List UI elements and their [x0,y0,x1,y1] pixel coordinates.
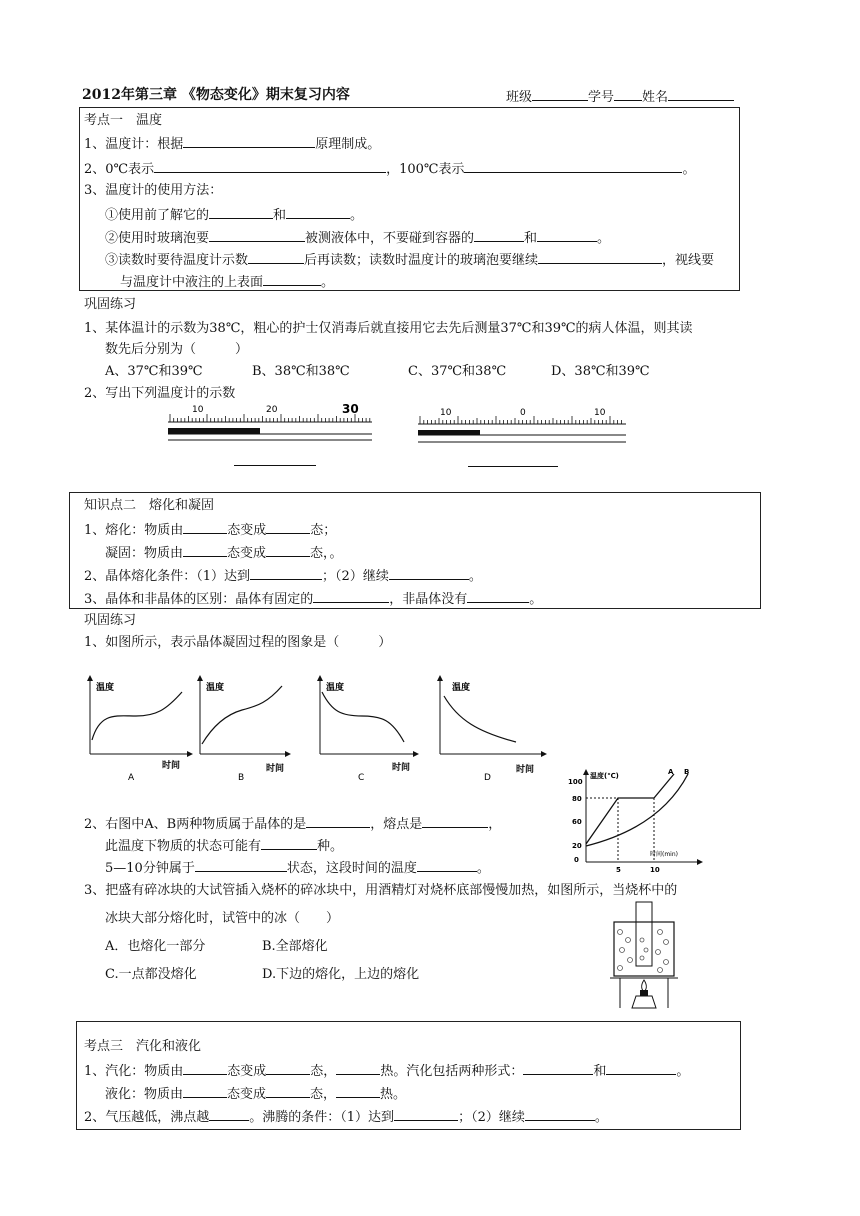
svg-text:温度: 温度 [96,683,115,693]
svg-text:时间: 时间 [266,764,285,774]
s3-line-2: 液化：物质由 态变成 态， 热。 [105,1084,406,1104]
blank[interactable] [209,228,305,242]
p1-q1-option-a[interactable]: A、37℃和39℃ [105,364,203,379]
p2-q3-option-b[interactable]: B.全部熔化 [262,939,328,954]
blank[interactable] [336,1084,380,1098]
blank[interactable] [474,228,524,242]
thermometer-2-diagram [414,404,630,448]
blank[interactable] [537,228,597,242]
blank[interactable] [261,836,317,850]
blank[interactable] [263,272,321,286]
svg-text:温度(℃): 温度(℃) [590,772,619,780]
blank[interactable] [467,589,529,603]
s2-line-4: 3、晶体和非晶体的区别：晶体有固定的 ，非晶体没有 。 [84,589,542,609]
s2-line-3: 2、晶体熔化条件：（1）达到 ；（2）继续 。 [84,566,482,586]
svg-text:80: 80 [572,795,582,803]
blank[interactable] [523,1061,593,1075]
student-info: 班级 学号 姓名 [506,86,734,105]
blank[interactable] [417,858,477,872]
graph-c [320,678,416,783]
svg-text:温度: 温度 [326,683,345,693]
svg-text:温度: 温度 [206,683,225,693]
s1-line-5: ②使用时玻璃泡要 被测液体中，不要碰到容器的 和 。 [105,228,610,248]
p2-q2-line-b: 此温度下物质的状态可能有 种。 [105,836,343,856]
blank[interactable] [183,520,227,534]
s1-line-6: ③读数时要待温度计示数 后再读数；读数时温度计的玻璃泡要继续 ，视线要 [105,250,714,270]
p1-q1-line-a: 1、某体温计的示数为38℃，粗心的护士仅消毒后就直接用它去先后测量37℃和39℃的病人体温，则其读 [84,321,693,336]
th2-label-0: 0 [520,408,526,418]
blank[interactable] [183,1061,227,1075]
blank[interactable] [336,1061,380,1075]
thermometer-1-diagram [164,400,376,448]
blank[interactable] [266,543,310,557]
p2-q3-line-b: 冰块大部分熔化时，试管中的冰（ ） [105,911,340,926]
th1-label-30: 30 [342,402,359,416]
blank[interactable] [306,814,370,828]
beaker-burner-icon [606,900,684,1012]
svg-text:时间: 时间 [162,761,181,771]
s1-line-1: 1、温度计：根据 原理制成。 [84,134,380,154]
s1-line-4: ①使用前了解它的 和 。 [105,205,363,225]
svg-text:A: A [668,768,674,776]
blank[interactable] [313,589,389,603]
svg-text:10: 10 [650,866,660,874]
graph-b-label: B [238,773,245,783]
p1-q1-option-c[interactable]: C、37℃和38℃ [408,364,507,379]
th2-answer-blank[interactable] [468,453,558,467]
blank[interactable] [209,1107,249,1121]
section-1-title: 考点一 温度 [84,113,163,128]
th2-label-10-right: 10 [594,408,606,418]
blank[interactable] [183,134,315,148]
graph-c-label: C [358,773,365,783]
name-blank[interactable] [668,87,734,101]
s1-line-3: 3、温度计的使用方法： [84,183,223,198]
blank[interactable] [266,1061,310,1075]
practice-1-title: 巩固练习 [84,297,137,312]
blank[interactable] [538,250,662,264]
p2-q2-line-a: 2、右图中A、B两种物质属于晶体的是 ，熔点是 ， [84,814,501,834]
svg-text:时间(min): 时间(min) [650,851,678,858]
s1-line-2: 2、0℃表示 ，100℃表示 。 [84,159,695,179]
blank[interactable] [464,159,682,173]
graph-d-label: D [484,773,491,783]
blank[interactable] [250,566,322,580]
p2-q1: 1、如图所示，表示晶体凝固过程的图象是（ ） [84,635,392,650]
blank[interactable] [525,1107,595,1121]
blank[interactable] [266,520,310,534]
blank[interactable] [389,566,469,580]
practice-2-title: 巩固练习 [84,613,137,628]
p2-q3-option-c[interactable]: C.一点都没熔化 [105,967,197,982]
melting-curve-graph [566,766,706,876]
section-3-title: 考点三 汽化和液化 [84,1039,202,1054]
blank[interactable] [209,205,273,219]
svg-text:B: B [684,768,690,776]
svg-text:时间: 时间 [516,765,535,775]
graph-a-label: A [128,773,135,783]
s3-line-1: 1、汽化：物质由 态变成 态， 热。汽化包括两种形式： 和 。 [84,1061,689,1081]
page-title: 2012年第三章 《物态变化》期末复习内容 [82,87,350,103]
svg-text:0: 0 [574,856,579,864]
th1-answer-blank[interactable] [234,452,316,466]
number-blank[interactable] [614,87,642,101]
s2-line-1: 1、熔化：物质由 态变成 态； [84,520,336,540]
graph-d [440,678,544,783]
graph-a [90,678,190,783]
svg-text:20: 20 [572,842,582,850]
svg-text:100: 100 [568,778,583,786]
blank[interactable] [266,1084,310,1098]
s2-line-2: 凝固：物质由 态变成 态，。 [105,543,343,563]
graph-b [200,678,288,783]
blank[interactable] [422,814,488,828]
p2-q3-line-a: 3、把盛有碎冰块的大试管插入烧杯的碎冰块中，用酒精灯对烧杯底部慢慢加热，如图所示，当烧杯中的 [84,883,678,898]
blank[interactable] [286,205,350,219]
blank[interactable] [248,250,304,264]
svg-text:60: 60 [572,818,582,826]
th2-label-10-left: 10 [440,408,452,418]
blank[interactable] [183,543,227,557]
svg-text:温度: 温度 [452,683,471,693]
blank[interactable] [195,858,287,872]
p1-q1-option-b[interactable]: B、38℃和38℃ [252,364,350,379]
blank[interactable] [606,1061,676,1075]
p2-q3-option-a[interactable]: A．也熔化一部分 [105,939,206,954]
s1-line-7: 与温度计中液注的上表面 。 [120,272,334,292]
p2-q2-line-c: 5—10分钟属于 状态，这段时间的温度 。 [105,858,490,878]
s3-line-3: 2、气压越低，沸点越 。沸腾的条件：（1）达到 ；（2）继续 。 [84,1107,608,1127]
th1-label-10: 10 [192,405,204,415]
blank[interactable] [154,159,386,173]
blank[interactable] [183,1084,227,1098]
blank[interactable] [394,1107,458,1121]
p1-q2: 2、写出下列温度计的示数 [84,386,236,401]
th1-label-20: 20 [266,405,278,415]
p1-q1-option-d[interactable]: D、38℃和39℃ [551,364,650,379]
section-2-title: 知识点二 熔化和凝固 [84,498,215,513]
svg-text:5: 5 [616,866,621,874]
p1-q1-line-b: 数先后分别为（ ） [105,342,249,357]
svg-text:时间: 时间 [392,763,411,773]
p2-q3-option-d[interactable]: D.下边的熔化，上边的熔化 [262,967,420,982]
class-blank[interactable] [532,87,588,101]
four-graphs [78,674,550,786]
